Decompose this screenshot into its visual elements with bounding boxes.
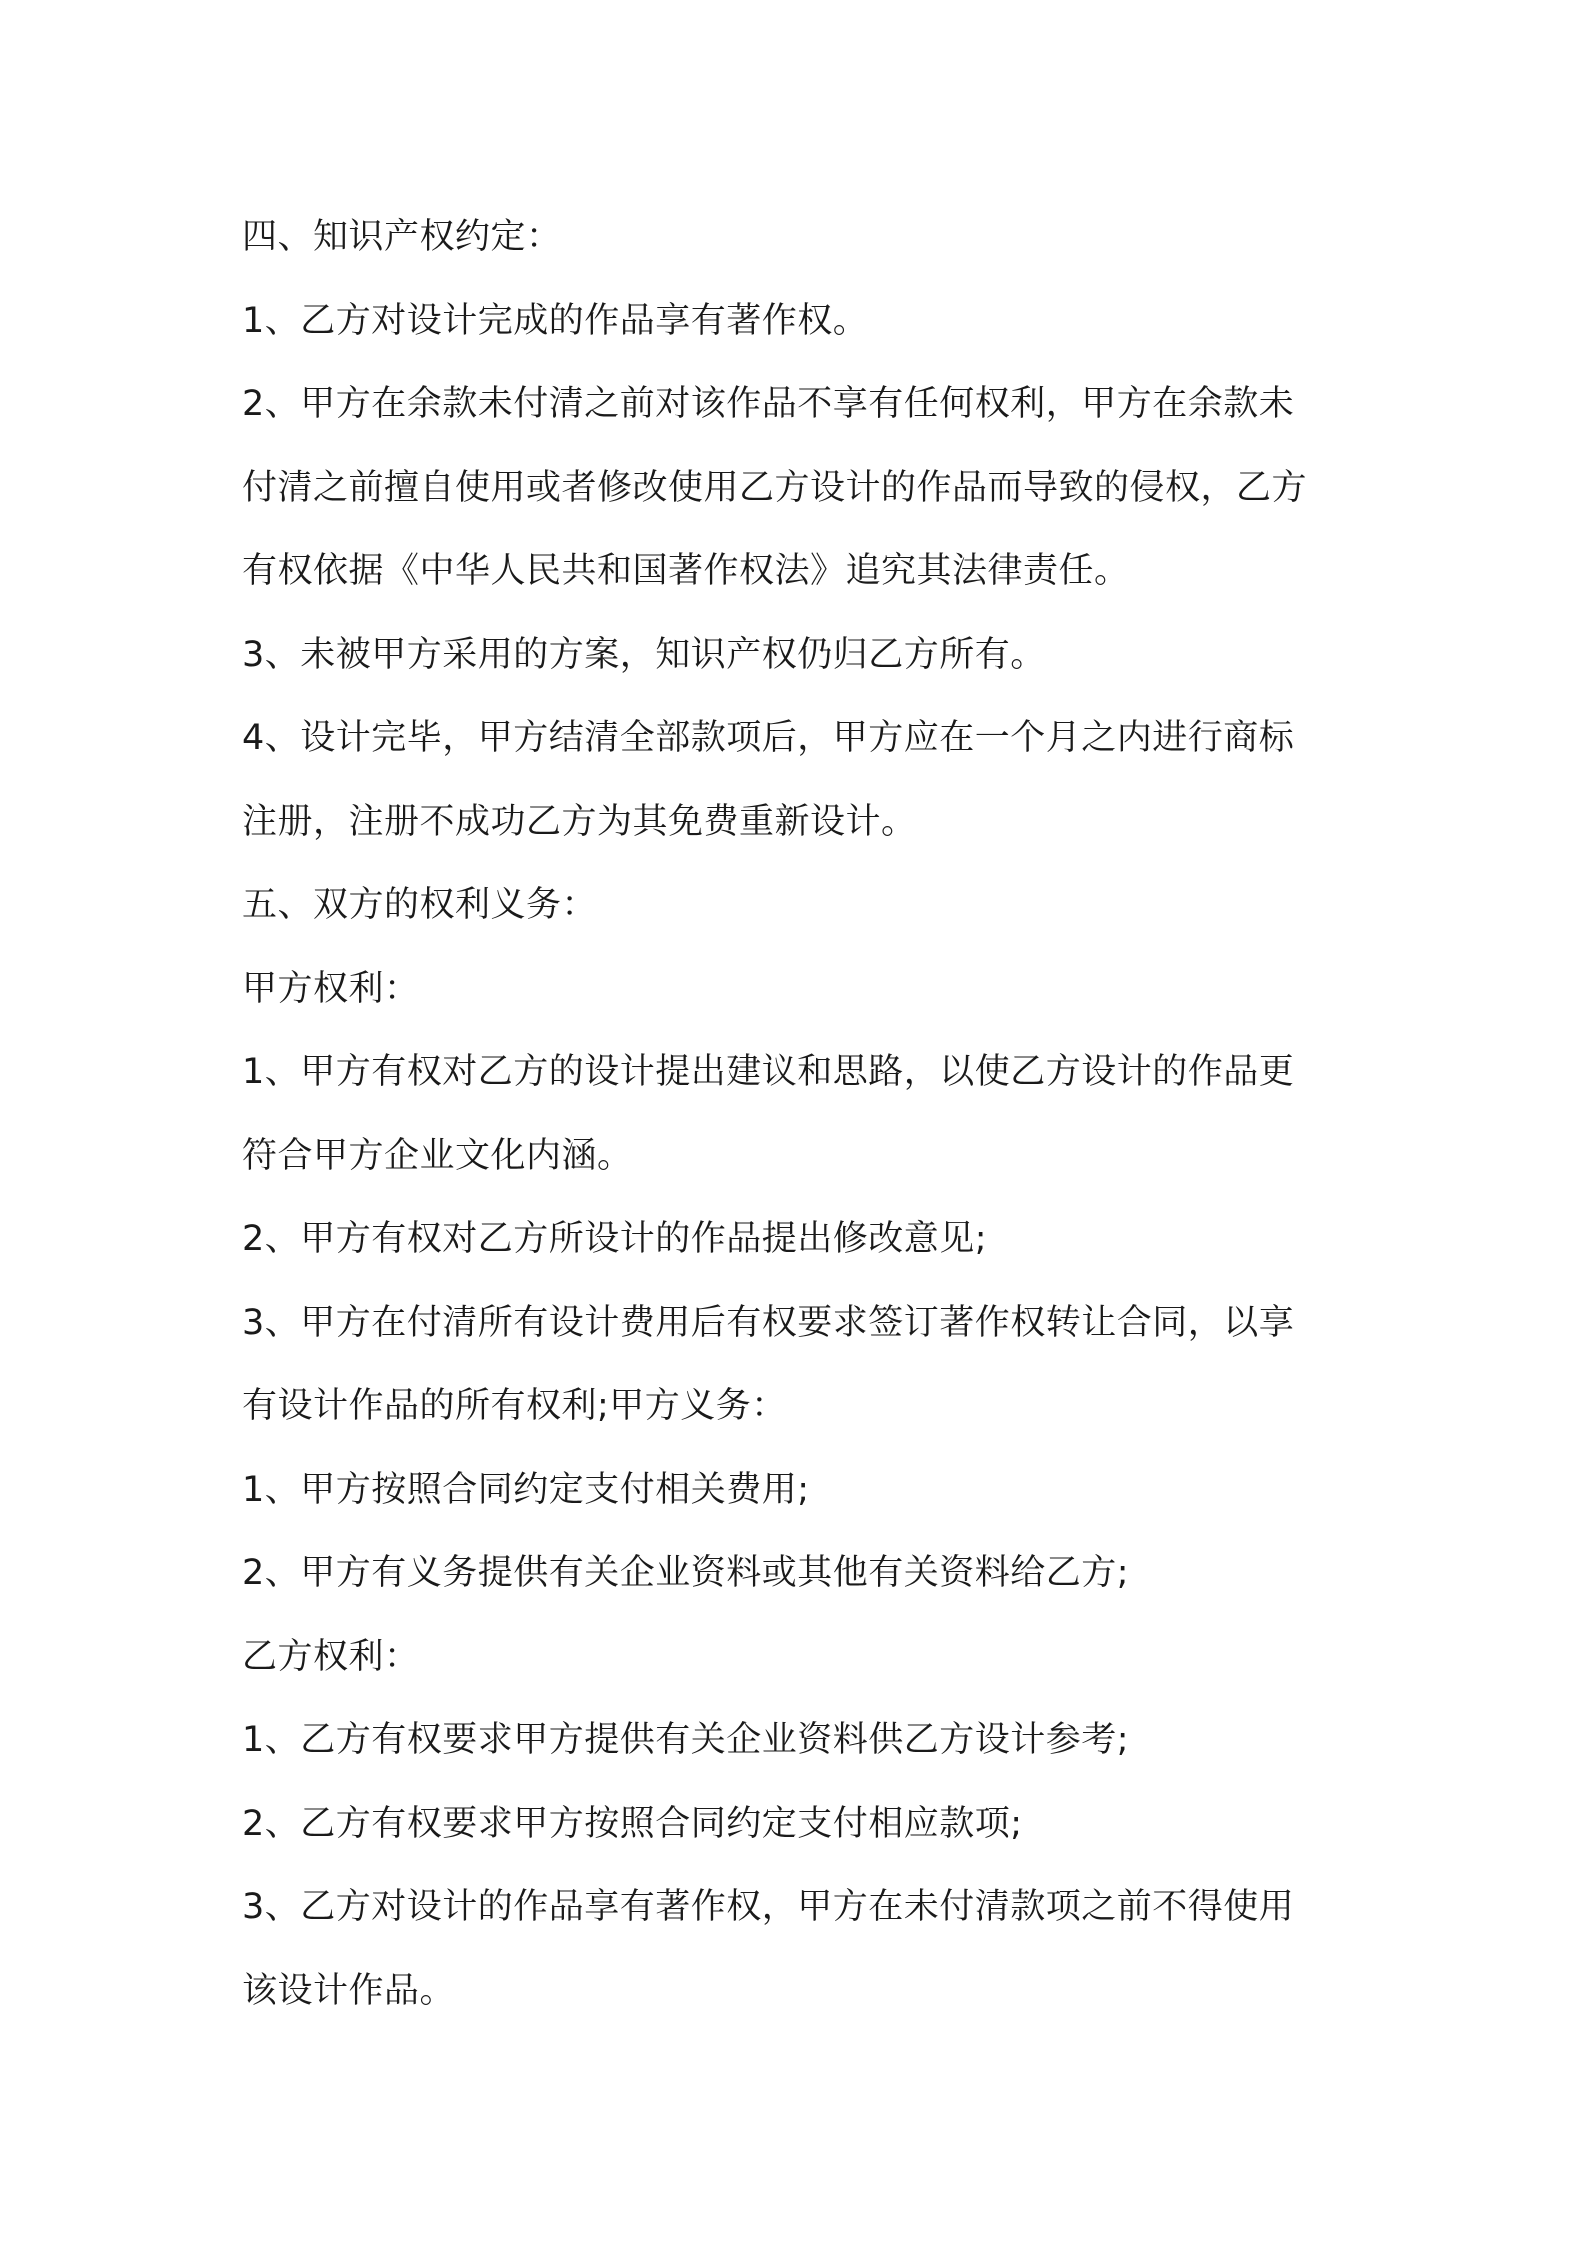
paragraph-line: 2、甲方有义务提供有关企业资料或其他有关资料给乙方;	[242, 1553, 1130, 1593]
paragraph-line: 有权依据《中华人民共和国著作权法》追究其法律责任。	[242, 551, 1130, 591]
paragraph-line: 3、甲方在付清所有设计费用后有权要求签订著作权转让合同，以享	[242, 1302, 1295, 1343]
paragraph-line: 1、乙方有权要求甲方提供有关企业资料供乙方设计参考;	[242, 1720, 1130, 1760]
document-body	[242, 196, 1352, 2033]
paragraph-line: 该设计作品。	[242, 1970, 456, 2011]
paragraph-line: 符合甲方企业文化内涵。	[242, 1135, 633, 1176]
paragraph-line: 注册，注册不成功乙方为其免费重新设计。	[242, 801, 917, 842]
paragraph-line: 1、甲方按照合同约定支付相关费用;	[242, 1469, 810, 1510]
paragraph-line: 2、甲方有权对乙方所设计的作品提出修改意见;	[242, 1219, 988, 1259]
paragraph-line: 2、乙方有权要求甲方按照合同约定支付相应款项;	[242, 1803, 1023, 1844]
paragraph-line: 4、设计完毕，甲方结清全部款项后，甲方应在一个月之内进行商标	[242, 718, 1295, 758]
paragraph-line: 付清之前擅自使用或者修改使用乙方设计的作品而导致的侵权，乙方	[242, 467, 1308, 508]
subheading-party-a-rights: 甲方权利：	[242, 968, 420, 1009]
paragraph-line: 有设计作品的所有权利;甲方义务：	[242, 1386, 787, 1426]
subheading-party-b-rights: 乙方权利：	[242, 1636, 420, 1677]
paragraph-line: 3、未被甲方采用的方案，知识产权仍归乙方所有。	[242, 634, 1046, 675]
paragraph-line: 1、甲方有权对乙方的设计提出建议和思路，以使乙方设计的作品更	[242, 1052, 1295, 1092]
paragraph-line: 1、乙方对设计完成的作品享有著作权。	[242, 300, 869, 341]
section-heading-rights: 五、双方的权利义务：	[242, 885, 598, 925]
paragraph-line: 2、甲方在余款未付清之前对该作品不享有任何权利，甲方在余款未	[242, 384, 1295, 424]
section-heading-ip: 四、知识产权约定：	[242, 217, 562, 257]
paragraph-line: 3、乙方对设计的作品享有著作权，甲方在未付清款项之前不得使用	[242, 1887, 1295, 1927]
